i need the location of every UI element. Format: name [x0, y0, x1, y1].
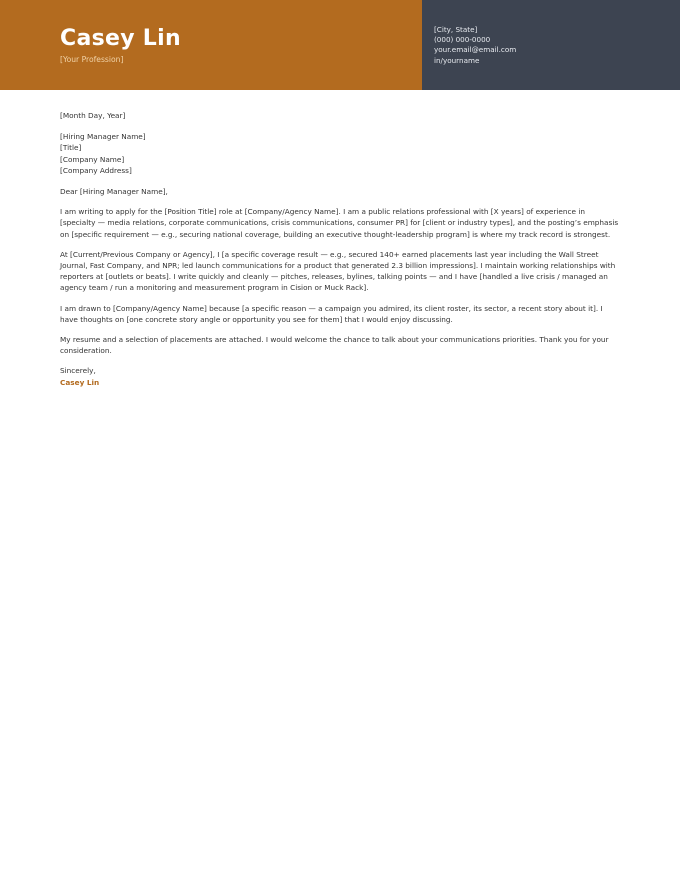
contact-email: your.email@email.com [434, 45, 517, 55]
contact-phone: (000) 000-0000 [434, 35, 491, 45]
signature-name: Casey Lin [60, 377, 100, 387]
paragraph-intro: I am writing to apply for the [Position Title] role at [Company/Agency Name]. I am a public relations professional with [X years] of experience in [specialty — media relations, corporate communications, crisis communications, consumer PR] for [client or industry types], and the posting’s emphasis on [specific requirement — e.g., securing national coverage, building an executive thought-leadership program] is where my track record is strongest. [60, 207, 619, 239]
recipient-title: [Title] [60, 143, 82, 153]
recipient-company: [Company Name] [60, 154, 125, 164]
header-name-panel [0, 0, 422, 90]
letter-body [60, 110, 622, 388]
recipient-block [60, 131, 622, 176]
paragraph-closing: My resume and a selection of placements are attached. I would welcome the chance to talk about your communications priorities. Thank you for your consideration. [60, 335, 609, 356]
contact-linkedin: in/yourname [434, 55, 480, 65]
paragraph-motivation: I am drawn to [Company/Agency Name] because [a specific reason — a campaign you admired, its client roster, its sector, a recent story about it]. I have thoughts on [one concrete story angle or opportunity you see for them] that I would enjoy discussing. [60, 303, 603, 324]
header-contact-panel [422, 0, 680, 90]
contact-location: [City, State] [434, 25, 478, 34]
recipient-address: [Company Address] [60, 165, 132, 175]
letter-header [0, 0, 680, 90]
closing-phrase: Sincerely, [60, 366, 96, 376]
applicant-name: Casey Lin [60, 26, 181, 51]
paragraph-experience: At [Current/Previous Company or Agency], I [a specific coverage result — e.g., secured 140+ earned placements last year including the Wall Street Journal, Fast Company, and NPR; led launch communications for a product that generated 2.3 billion impressions]. I maintain working relationships with reporters at [outlets or beats]. I write quickly and cleanly — pitches, releases, bylines, talking points — and I have [handled a live crisis / managed an agency team / run a monitoring and measurement program in Cision or Muck Rack]. [60, 249, 616, 293]
applicant-profession: [Your Profession] [60, 55, 124, 64]
salutation: Dear [Hiring Manager Name], [60, 187, 168, 197]
letter-date: [Month Day, Year] [60, 111, 126, 120]
recipient-name: [Hiring Manager Name] [60, 132, 146, 142]
